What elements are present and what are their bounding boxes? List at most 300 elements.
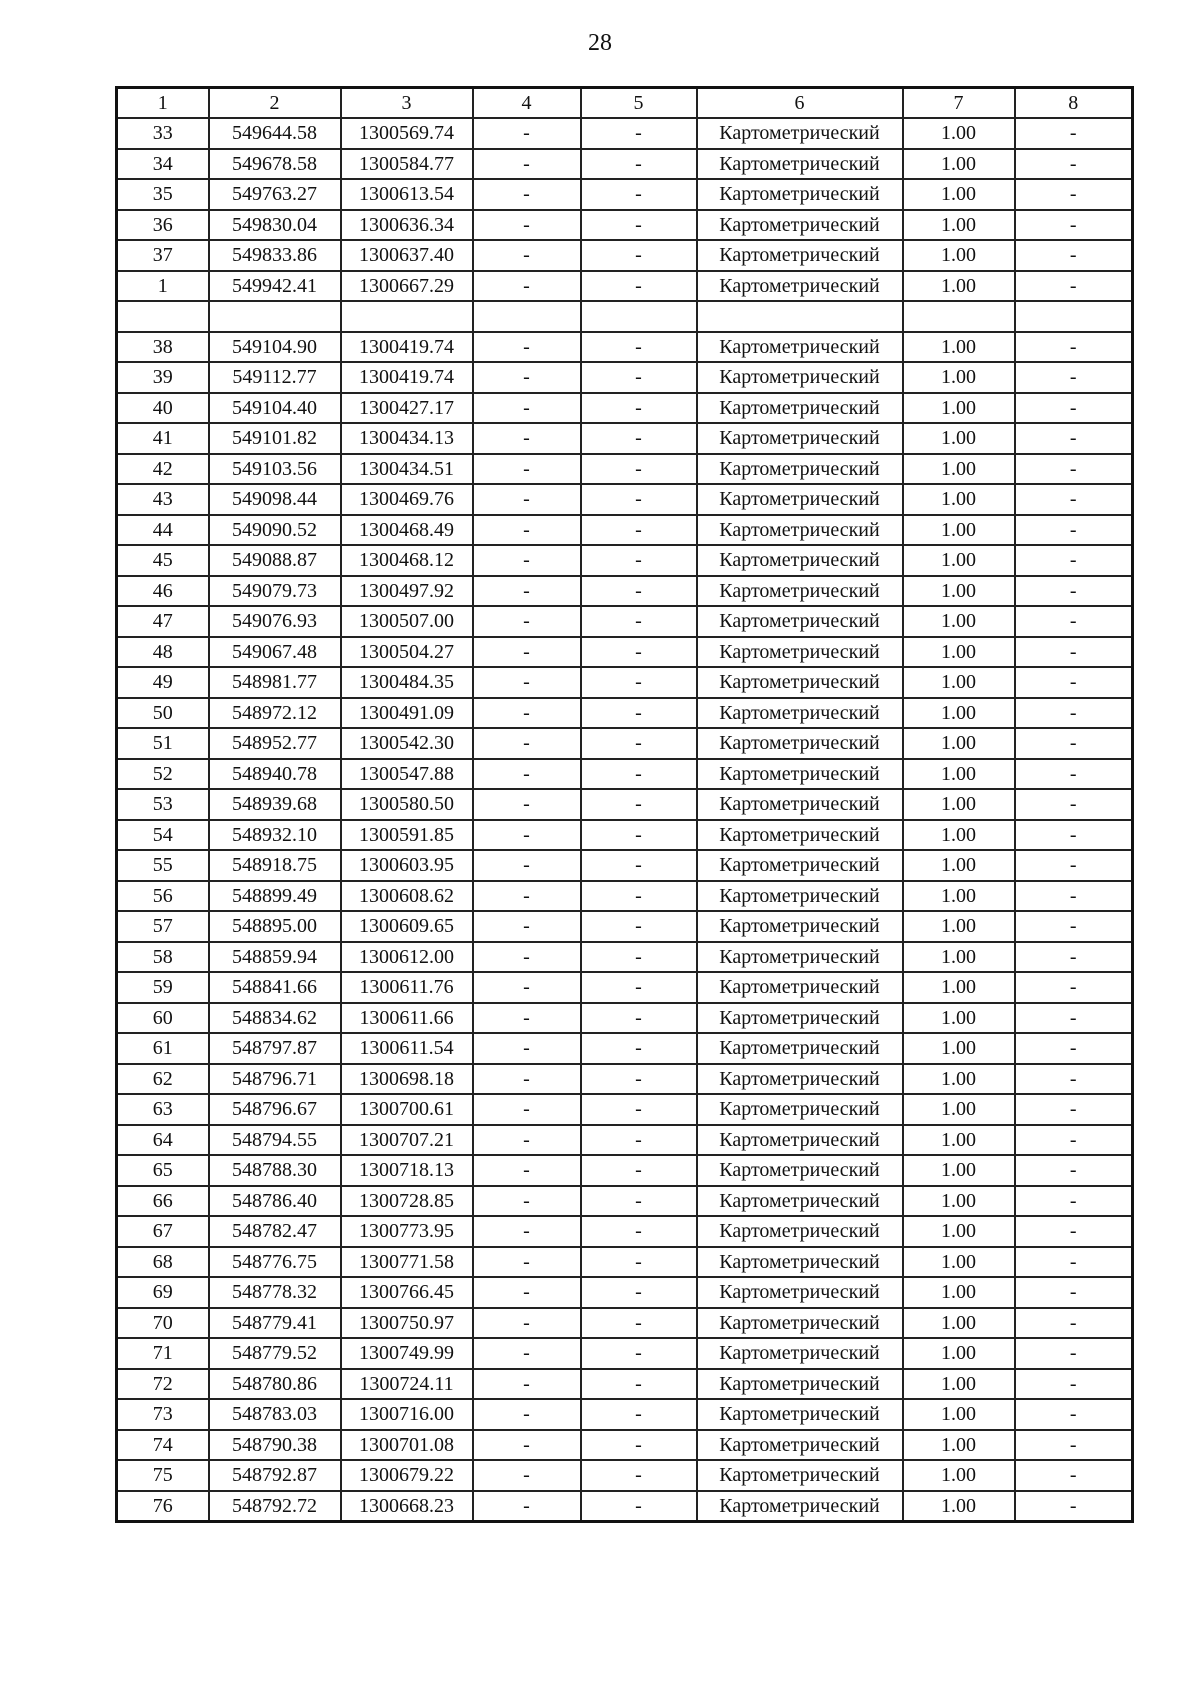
point-number-cell: 33 [117,118,209,149]
x-coordinate-cell: 549112.77 [209,362,341,393]
col4-cell: - [473,698,581,729]
x-coordinate-cell: 549104.90 [209,332,341,363]
x-coordinate-cell: 548796.67 [209,1094,341,1125]
col8-cell: - [1015,179,1133,210]
x-coordinate-cell: 549088.87 [209,545,341,576]
method-cell: Картометрический [697,759,903,790]
x-coordinate-cell: 549763.27 [209,179,341,210]
col8-cell: - [1015,423,1133,454]
y-coordinate-cell: 1300419.74 [341,332,473,363]
accuracy-cell: 1.00 [903,332,1015,363]
col5-cell: - [581,1155,697,1186]
x-coordinate-cell: 548786.40 [209,1186,341,1217]
table-row [117,667,1133,698]
y-coordinate-cell: 1300724.11 [341,1369,473,1400]
col5-cell: - [581,1338,697,1369]
col8-cell: - [1015,1033,1133,1064]
point-number-cell [117,301,209,332]
point-number-cell: 38 [117,332,209,363]
point-number-cell: 44 [117,515,209,546]
table-row [117,484,1133,515]
x-coordinate-cell: 548841.66 [209,972,341,1003]
y-coordinate-cell: 1300636.34 [341,210,473,241]
table-header-row [117,88,1133,119]
col4-cell: - [473,972,581,1003]
method-cell: Картометрический [697,271,903,302]
table-row [117,179,1133,210]
x-coordinate-cell: 548932.10 [209,820,341,851]
y-coordinate-cell: 1300700.61 [341,1094,473,1125]
table-row [117,911,1133,942]
point-number-cell: 40 [117,393,209,424]
col4-cell: - [473,118,581,149]
method-cell: Картометрический [697,515,903,546]
col8-cell: - [1015,606,1133,637]
accuracy-cell: 1.00 [903,210,1015,241]
y-coordinate-cell: 1300504.27 [341,637,473,668]
point-number-cell: 1 [117,271,209,302]
col5-cell: - [581,1003,697,1034]
col8-cell: - [1015,1338,1133,1369]
col4-cell: - [473,454,581,485]
table-row [117,972,1133,1003]
col4-cell: - [473,728,581,759]
table-row [117,1277,1133,1308]
point-number-cell: 53 [117,789,209,820]
col8-cell: - [1015,576,1133,607]
x-coordinate-cell: 549079.73 [209,576,341,607]
col8-cell: - [1015,881,1133,912]
method-cell: Картометрический [697,362,903,393]
col4-cell: - [473,1338,581,1369]
point-number-cell: 52 [117,759,209,790]
y-coordinate-cell: 1300698.18 [341,1064,473,1095]
col5-cell: - [581,271,697,302]
x-coordinate-cell: 549833.86 [209,240,341,271]
point-number-cell: 63 [117,1094,209,1125]
point-number-cell: 35 [117,179,209,210]
col5-cell: - [581,240,697,271]
accuracy-cell: 1.00 [903,545,1015,576]
col8-cell: - [1015,759,1133,790]
x-coordinate-cell: 549067.48 [209,637,341,668]
y-coordinate-cell: 1300434.51 [341,454,473,485]
accuracy-cell: 1.00 [903,850,1015,881]
y-coordinate-cell: 1300468.12 [341,545,473,576]
col5-cell: - [581,1064,697,1095]
table-row [117,1338,1133,1369]
col5-cell: - [581,1399,697,1430]
y-coordinate-cell: 1300491.09 [341,698,473,729]
accuracy-cell: 1.00 [903,728,1015,759]
method-cell: Картометрический [697,240,903,271]
point-number-cell: 64 [117,1125,209,1156]
point-number-cell: 47 [117,606,209,637]
x-coordinate-cell: 548778.32 [209,1277,341,1308]
col5-cell: - [581,1247,697,1278]
y-coordinate-cell: 1300679.22 [341,1460,473,1491]
table-row [117,1125,1133,1156]
col4-cell: - [473,1399,581,1430]
point-number-cell: 42 [117,454,209,485]
y-coordinate-cell: 1300434.13 [341,423,473,454]
y-coordinate-cell: 1300484.35 [341,667,473,698]
accuracy-cell: 1.00 [903,1338,1015,1369]
accuracy-cell: 1.00 [903,484,1015,515]
method-cell: Картометрический [697,1155,903,1186]
table-row [117,759,1133,790]
col8-cell: - [1015,1277,1133,1308]
header-cell: 8 [1015,88,1133,119]
col5-cell: - [581,332,697,363]
header-cell: 4 [473,88,581,119]
point-number-cell: 65 [117,1155,209,1186]
accuracy-cell: 1.00 [903,667,1015,698]
point-number-cell: 75 [117,1460,209,1491]
point-number-cell: 72 [117,1369,209,1400]
x-coordinate-cell: 548776.75 [209,1247,341,1278]
x-coordinate-cell: 549678.58 [209,149,341,180]
col5-cell: - [581,454,697,485]
method-cell: Картометрический [697,393,903,424]
col8-cell: - [1015,1064,1133,1095]
y-coordinate-cell: 1300419.74 [341,362,473,393]
method-cell: Картометрический [697,484,903,515]
col8-cell: - [1015,1003,1133,1034]
col4-cell [473,301,581,332]
col4-cell: - [473,149,581,180]
x-coordinate-cell: 549830.04 [209,210,341,241]
y-coordinate-cell: 1300580.50 [341,789,473,820]
method-cell: Картометрический [697,1094,903,1125]
col8-cell: - [1015,850,1133,881]
accuracy-cell: 1.00 [903,179,1015,210]
point-number-cell: 56 [117,881,209,912]
col8-cell: - [1015,545,1133,576]
table-row [117,1369,1133,1400]
table-row [117,637,1133,668]
col8-cell: - [1015,728,1133,759]
col4-cell: - [473,1430,581,1461]
x-coordinate-cell: 548796.71 [209,1064,341,1095]
accuracy-cell: 1.00 [903,1308,1015,1339]
x-coordinate-cell: 548782.47 [209,1216,341,1247]
table-row [117,301,1133,332]
accuracy-cell: 1.00 [903,1247,1015,1278]
y-coordinate-cell: 1300716.00 [341,1399,473,1430]
accuracy-cell: 1.00 [903,1094,1015,1125]
col5-cell: - [581,1094,697,1125]
method-cell: Картометрический [697,1277,903,1308]
accuracy-cell: 1.00 [903,820,1015,851]
x-coordinate-cell: 549103.56 [209,454,341,485]
accuracy-cell: 1.00 [903,637,1015,668]
x-coordinate-cell: 548792.87 [209,1460,341,1491]
y-coordinate-cell: 1300668.23 [341,1491,473,1522]
col5-cell [581,301,697,332]
accuracy-cell: 1.00 [903,972,1015,1003]
col8-cell: - [1015,1430,1133,1461]
col8-cell: - [1015,1155,1133,1186]
x-coordinate-cell: 548981.77 [209,667,341,698]
col8-cell: - [1015,1369,1133,1400]
point-number-cell: 51 [117,728,209,759]
table-row [117,149,1133,180]
col8-cell: - [1015,1491,1133,1522]
accuracy-cell: 1.00 [903,1033,1015,1064]
method-cell: Картометрический [697,1369,903,1400]
y-coordinate-cell: 1300750.97 [341,1308,473,1339]
accuracy-cell: 1.00 [903,393,1015,424]
x-coordinate-cell: 549101.82 [209,423,341,454]
method-cell: Картометрический [697,667,903,698]
col5-cell: - [581,637,697,668]
y-coordinate-cell: 1300773.95 [341,1216,473,1247]
col4-cell: - [473,484,581,515]
method-cell: Картометрический [697,972,903,1003]
col5-cell: - [581,850,697,881]
y-coordinate-cell: 1300766.45 [341,1277,473,1308]
x-coordinate-cell: 549098.44 [209,484,341,515]
col8-cell: - [1015,911,1133,942]
point-number-cell: 60 [117,1003,209,1034]
x-coordinate-cell: 549104.40 [209,393,341,424]
x-coordinate-cell: 548797.87 [209,1033,341,1064]
accuracy-cell: 1.00 [903,1064,1015,1095]
header-cell: 5 [581,88,697,119]
x-coordinate-cell: 549076.93 [209,606,341,637]
col5-cell: - [581,1308,697,1339]
table-row [117,1064,1133,1095]
col5-cell: - [581,972,697,1003]
point-number-cell: 48 [117,637,209,668]
accuracy-cell: 1.00 [903,149,1015,180]
table-row [117,728,1133,759]
x-coordinate-cell: 548939.68 [209,789,341,820]
y-coordinate-cell: 1300611.76 [341,972,473,1003]
point-number-cell: 41 [117,423,209,454]
col4-cell: - [473,1094,581,1125]
y-coordinate-cell [341,301,473,332]
col5-cell: - [581,759,697,790]
y-coordinate-cell: 1300603.95 [341,850,473,881]
col8-cell: - [1015,332,1133,363]
col8-cell: - [1015,942,1133,973]
method-cell: Картометрический [697,1247,903,1278]
method-cell: Картометрический [697,1003,903,1034]
table-row [117,362,1133,393]
table-row [117,1399,1133,1430]
y-coordinate-cell: 1300591.85 [341,820,473,851]
col5-cell: - [581,179,697,210]
col4-cell: - [473,789,581,820]
y-coordinate-cell: 1300637.40 [341,240,473,271]
table-row [117,1460,1133,1491]
method-cell: Картометрический [697,850,903,881]
col5-cell: - [581,667,697,698]
method-cell: Картометрический [697,1308,903,1339]
table-row [117,1308,1133,1339]
col5-cell: - [581,118,697,149]
accuracy-cell: 1.00 [903,423,1015,454]
y-coordinate-cell: 1300728.85 [341,1186,473,1217]
y-coordinate-cell: 1300718.13 [341,1155,473,1186]
point-number-cell: 55 [117,850,209,881]
method-cell: Картометрический [697,789,903,820]
col4-cell: - [473,332,581,363]
accuracy-cell: 1.00 [903,911,1015,942]
col8-cell: - [1015,789,1133,820]
table-row [117,1033,1133,1064]
y-coordinate-cell: 1300547.88 [341,759,473,790]
x-coordinate-cell: 549942.41 [209,271,341,302]
point-number-cell: 58 [117,942,209,973]
col4-cell: - [473,1064,581,1095]
method-cell: Картометрический [697,118,903,149]
col5-cell: - [581,1430,697,1461]
col5-cell: - [581,698,697,729]
method-cell: Картометрический [697,1460,903,1491]
col4-cell: - [473,179,581,210]
y-coordinate-cell: 1300427.17 [341,393,473,424]
y-coordinate-cell: 1300468.49 [341,515,473,546]
col8-cell: - [1015,118,1133,149]
x-coordinate-cell: 548790.38 [209,1430,341,1461]
method-cell: Картометрический [697,1338,903,1369]
table-row [117,271,1133,302]
method-cell: Картометрический [697,1430,903,1461]
col5-cell: - [581,1125,697,1156]
table-row [117,576,1133,607]
point-number-cell: 66 [117,1186,209,1217]
col8-cell: - [1015,637,1133,668]
method-cell: Картометрический [697,942,903,973]
header-cell: 1 [117,88,209,119]
accuracy-cell: 1.00 [903,1491,1015,1522]
table-row [117,820,1133,851]
col4-cell: - [473,515,581,546]
table-row [117,881,1133,912]
col5-cell: - [581,362,697,393]
method-cell: Картометрический [697,728,903,759]
table-row [117,1430,1133,1461]
method-cell: Картометрический [697,149,903,180]
table-row [117,1155,1133,1186]
col8-cell: - [1015,271,1133,302]
y-coordinate-cell: 1300613.54 [341,179,473,210]
y-coordinate-cell: 1300497.92 [341,576,473,607]
col8-cell: - [1015,515,1133,546]
col5-cell: - [581,1460,697,1491]
table-row [117,1094,1133,1125]
point-number-cell: 70 [117,1308,209,1339]
header-cell: 7 [903,88,1015,119]
col5-cell: - [581,1216,697,1247]
col5-cell: - [581,515,697,546]
method-cell: Картометрический [697,1186,903,1217]
point-number-cell: 50 [117,698,209,729]
accuracy-cell: 1.00 [903,1125,1015,1156]
y-coordinate-cell: 1300569.74 [341,118,473,149]
accuracy-cell: 1.00 [903,1003,1015,1034]
method-cell: Картометрический [697,423,903,454]
table-row [117,393,1133,424]
col4-cell: - [473,1460,581,1491]
col4-cell: - [473,271,581,302]
col5-cell: - [581,545,697,576]
method-cell: Картометрический [697,179,903,210]
col4-cell: - [473,1277,581,1308]
col8-cell: - [1015,149,1133,180]
col5-cell: - [581,1491,697,1522]
col4-cell: - [473,637,581,668]
col4-cell: - [473,1125,581,1156]
accuracy-cell: 1.00 [903,362,1015,393]
table-row [117,606,1133,637]
point-number-cell: 57 [117,911,209,942]
point-number-cell: 67 [117,1216,209,1247]
table-row [117,1491,1133,1522]
table-row [117,210,1133,241]
col5-cell: - [581,149,697,180]
point-number-cell: 61 [117,1033,209,1064]
col5-cell: - [581,1033,697,1064]
col5-cell: - [581,942,697,973]
accuracy-cell: 1.00 [903,118,1015,149]
method-cell: Картометрический [697,698,903,729]
col8-cell: - [1015,1186,1133,1217]
method-cell: Картометрический [697,911,903,942]
point-number-cell: 39 [117,362,209,393]
accuracy-cell: 1.00 [903,1430,1015,1461]
col4-cell: - [473,942,581,973]
method-cell: Картометрический [697,606,903,637]
col4-cell: - [473,1369,581,1400]
method-cell: Картометрический [697,1125,903,1156]
col8-cell [1015,301,1133,332]
y-coordinate-cell: 1300701.08 [341,1430,473,1461]
method-cell: Картометрический [697,820,903,851]
col8-cell: - [1015,484,1133,515]
method-cell: Картометрический [697,1064,903,1095]
accuracy-cell: 1.00 [903,271,1015,302]
page-number: 28 [588,30,612,56]
method-cell: Картометрический [697,1033,903,1064]
x-coordinate-cell: 548940.78 [209,759,341,790]
col4-cell: - [473,850,581,881]
col4-cell: - [473,362,581,393]
x-coordinate-cell: 548859.94 [209,942,341,973]
col4-cell: - [473,820,581,851]
col5-cell: - [581,1277,697,1308]
accuracy-cell: 1.00 [903,759,1015,790]
x-coordinate-cell: 548834.62 [209,1003,341,1034]
table-row [117,545,1133,576]
col8-cell: - [1015,393,1133,424]
col8-cell: - [1015,1308,1133,1339]
point-number-cell: 73 [117,1399,209,1430]
point-number-cell: 62 [117,1064,209,1095]
accuracy-cell: 1.00 [903,1216,1015,1247]
point-number-cell: 43 [117,484,209,515]
col5-cell: - [581,393,697,424]
y-coordinate-cell: 1300611.54 [341,1033,473,1064]
col4-cell: - [473,881,581,912]
x-coordinate-cell: 548899.49 [209,881,341,912]
y-coordinate-cell: 1300507.00 [341,606,473,637]
col5-cell: - [581,1369,697,1400]
method-cell: Картометрический [697,545,903,576]
